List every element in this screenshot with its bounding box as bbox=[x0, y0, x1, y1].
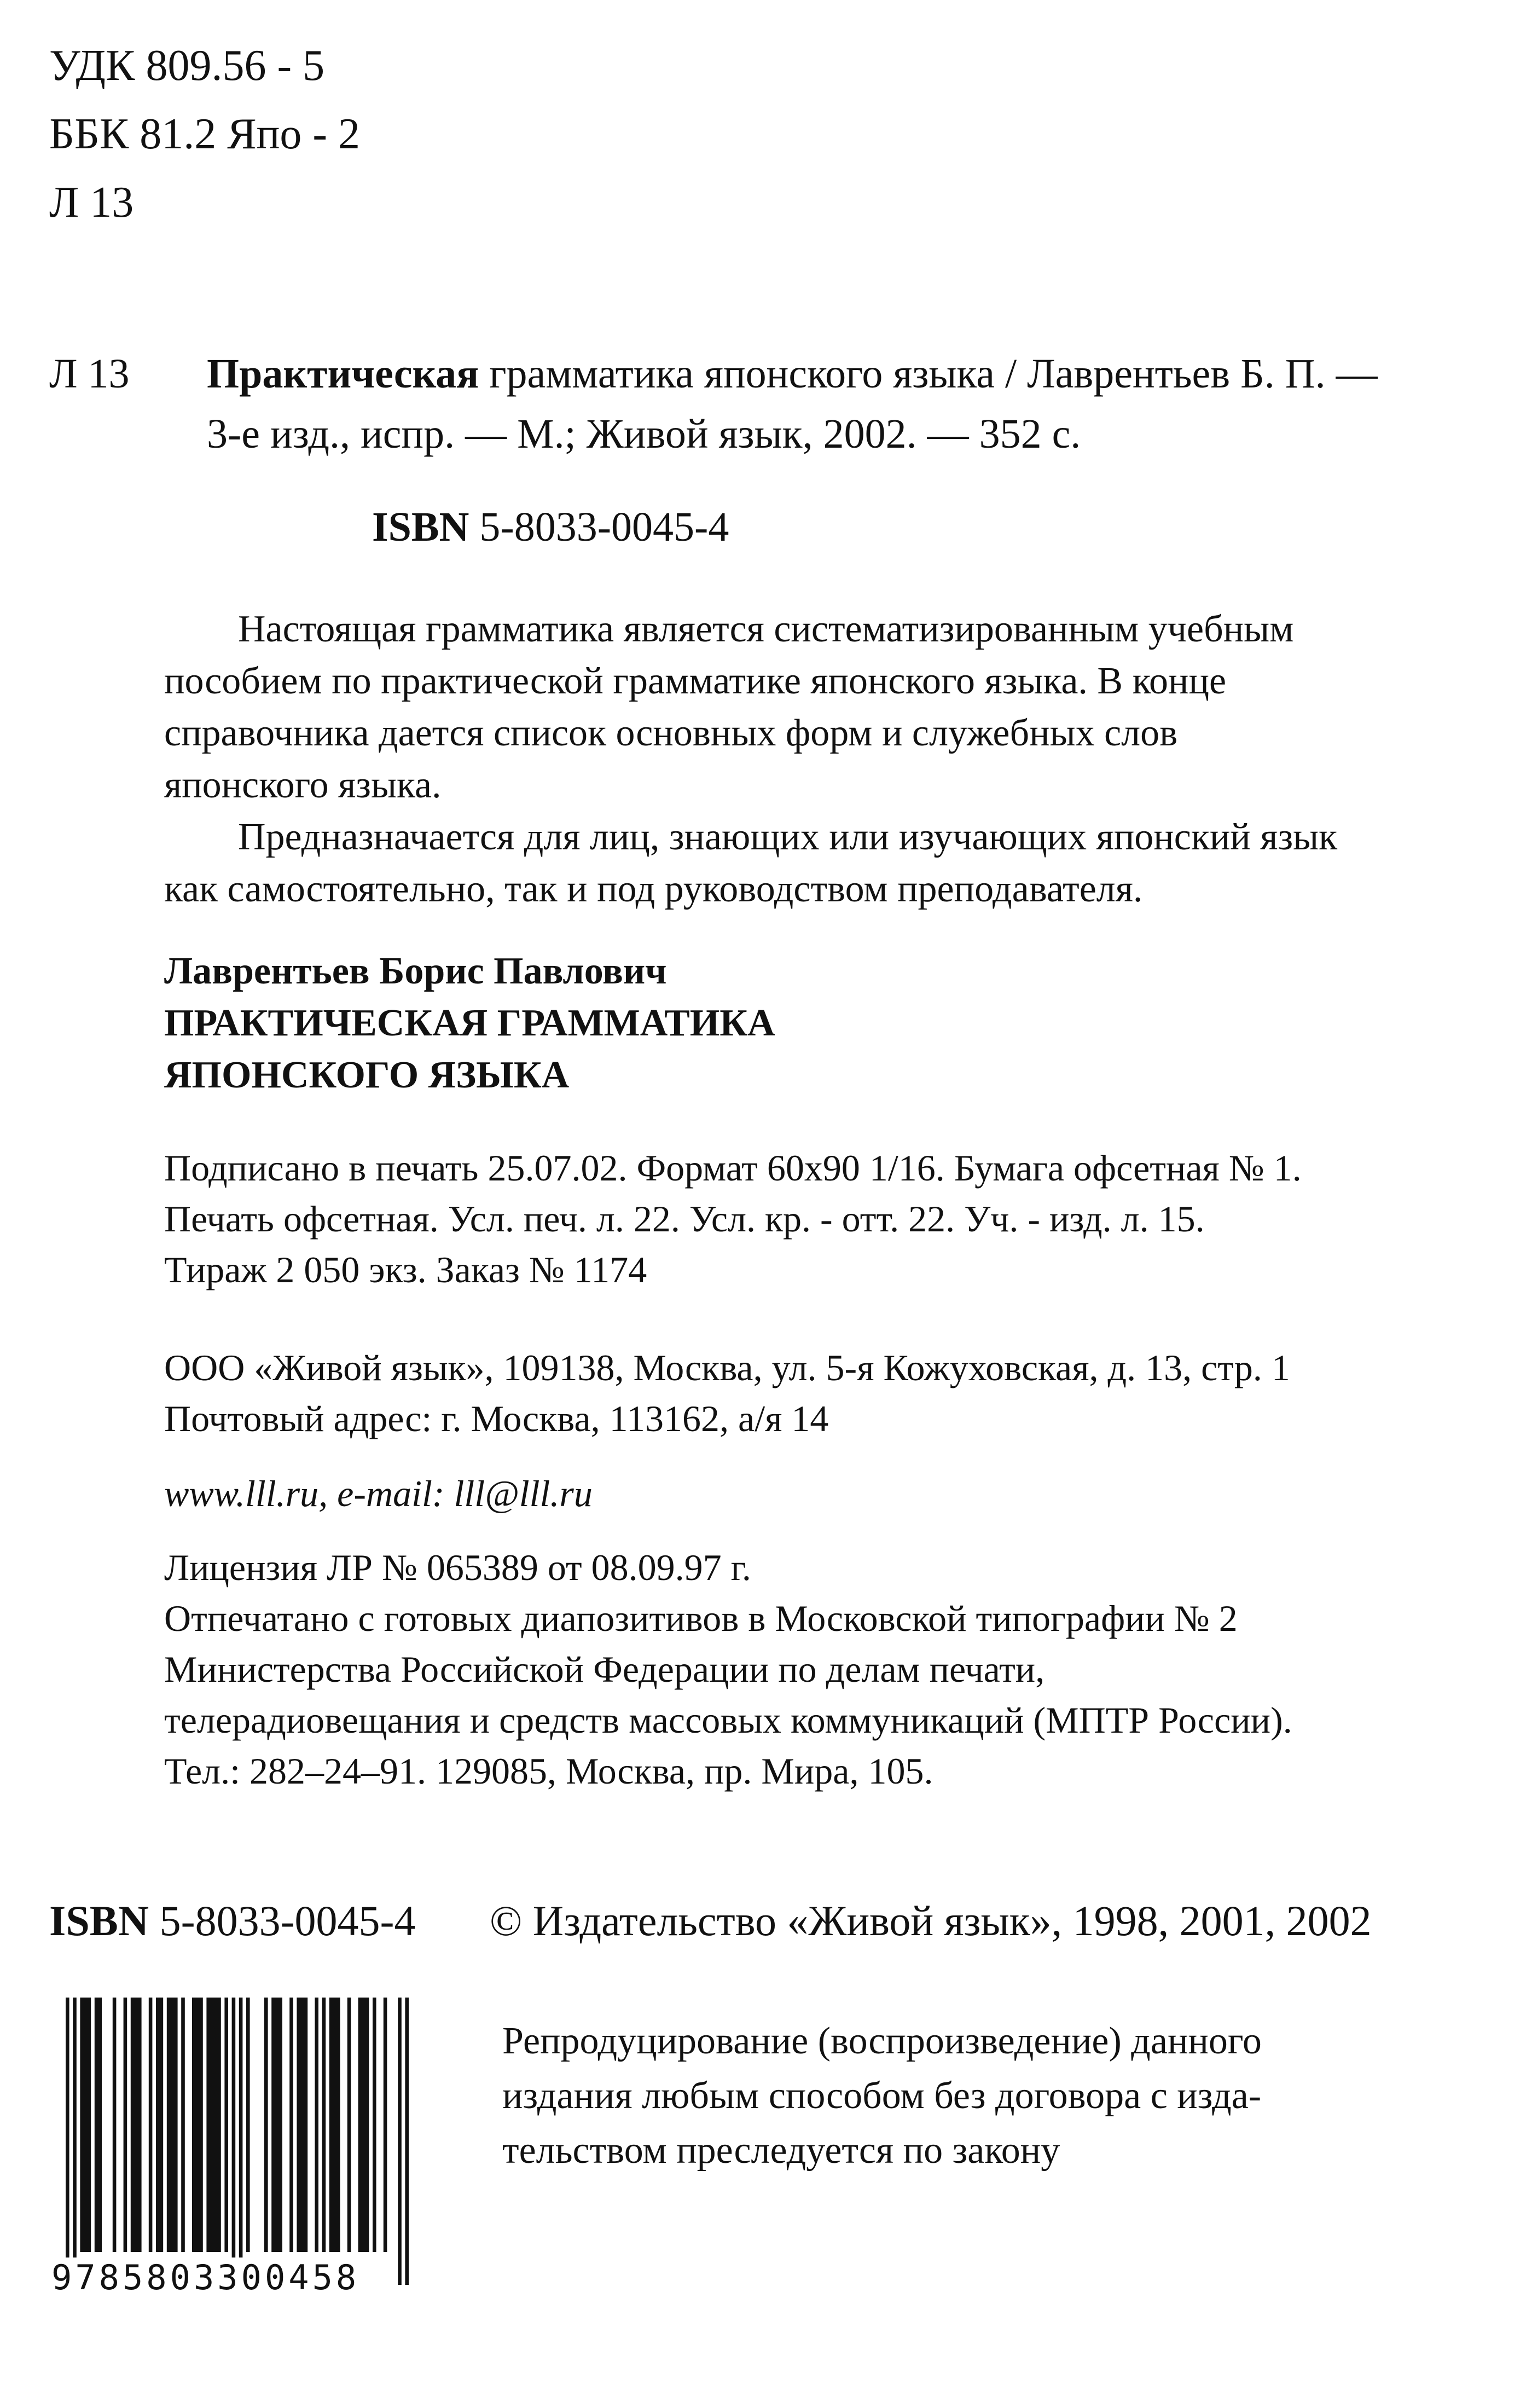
copyright-notice: © Издательство «Живой язык», 1998, 2001, 2002 bbox=[490, 1897, 1372, 1944]
catalog-isbn bbox=[372, 503, 729, 551]
annotation-p1-line-3: справочника дается список основных форм и служебных слов bbox=[164, 712, 1178, 754]
barcode-bar bbox=[322, 1998, 326, 2252]
barcode-bar bbox=[271, 1998, 282, 2252]
barcode-bar bbox=[246, 1998, 250, 2252]
barcode-graphic bbox=[49, 1998, 432, 2285]
barcode-bar bbox=[347, 1998, 351, 2252]
catalog-entry-line-1-rest: грамматика японского языка / Лаврентьев Б. П. — bbox=[479, 351, 1378, 397]
annotation-p1-line-1: Настоящая грамматика является систематизированным учебным bbox=[238, 608, 1294, 650]
barcode-bar bbox=[80, 1998, 91, 2252]
barcode-bar bbox=[329, 1998, 340, 2252]
isbn-label: ISBN bbox=[372, 504, 469, 550]
postal-address: Почтовый адрес: г. Москва, 113162, а/я 14 bbox=[164, 1398, 829, 1439]
printing-house-line-1: Отпечатано с готовых диапозитивов в Московской типографии № 2 bbox=[164, 1597, 1238, 1639]
bbk-code: ББК 81.2 Япо - 2 bbox=[49, 110, 361, 158]
annotation-p1-line-4: японского языка. bbox=[164, 764, 442, 806]
footer-isbn-number: 5-8033-0045-4 bbox=[149, 1897, 416, 1944]
reproduction-notice-line-3: тельством преследуется по закону bbox=[502, 2129, 1060, 2172]
annotation-p2-line-1: Предназначается для лиц, знающих или изучающих японский язык bbox=[238, 816, 1338, 858]
reproduction-notice-line-1: Репродуцирование (воспроизведение) данного bbox=[502, 2020, 1262, 2062]
barcode-bar bbox=[95, 1998, 102, 2252]
barcode-bar bbox=[264, 1998, 268, 2252]
web-contacts: www.lll.ru, e-mail: lll@lll.ru bbox=[164, 1473, 593, 1514]
printing-house-line-3: телерадиовещания и средств массовых коммуникаций (МПТР России). bbox=[164, 1699, 1292, 1741]
footer-isbn bbox=[49, 1896, 416, 1946]
license-line: Лицензия ЛР № 065389 от 08.09.97 г. bbox=[164, 1547, 751, 1588]
udk-code: УДК 809.56 - 5 bbox=[49, 42, 325, 90]
barcode-bar bbox=[181, 1998, 185, 2252]
printing-house-line-2: Министерства Российской Федерации по делам печати, bbox=[164, 1648, 1045, 1690]
print-details-line-2: Печать офсетная. Усл. печ. л. 22. Усл. кр. - отт. 22. Уч. - изд. л. 15. bbox=[164, 1198, 1205, 1240]
barcode-bar bbox=[149, 1998, 153, 2252]
catalog-entry-title: Практическая bbox=[207, 351, 479, 397]
barcode-bar bbox=[373, 1998, 376, 2252]
book-title-line-2: ЯПОНСКОГО ЯЗЫКА bbox=[164, 1054, 570, 1096]
barcode-bar bbox=[289, 1998, 293, 2252]
barcode-bar bbox=[124, 1998, 127, 2252]
barcode-bar bbox=[398, 1998, 402, 2285]
reproduction-notice-line-2: издания любым способом без договора с изда- bbox=[502, 2075, 1262, 2117]
print-details-line-1: Подписано в печать 25.07.02. Формат 60x90 1/16. Бумага офсетная № 1. bbox=[164, 1147, 1302, 1189]
author-mark: Л 13 bbox=[49, 178, 134, 227]
barcode-bar bbox=[73, 1998, 77, 2285]
publisher-address: ООО «Живой язык», 109138, Москва, ул. 5-я Кожуховская, д. 13, стр. 1 bbox=[164, 1347, 1290, 1388]
barcode-bar bbox=[131, 1998, 142, 2252]
book-title-line-1: ПРАКТИЧЕСКАЯ ГРАММАТИКА bbox=[164, 1002, 775, 1044]
print-details-line-3: Тираж 2 050 экз. Заказ № 1174 bbox=[164, 1249, 647, 1290]
footer-isbn-label: ISBN bbox=[49, 1897, 149, 1944]
barcode-bar bbox=[192, 1998, 203, 2252]
catalog-entry-code: Л 13 bbox=[49, 351, 130, 397]
barcode-bar bbox=[358, 1998, 369, 2252]
annotation-p2-line-2: как самостоятельно, так и под руководством преподавателя. bbox=[164, 868, 1143, 910]
printing-house-phone: Тел.: 282–24–91. 129085, Москва, пр. Мира, 105. bbox=[164, 1750, 933, 1792]
barcode-bar bbox=[384, 1998, 387, 2252]
barcode-bar bbox=[113, 1998, 117, 2252]
barcode-bar bbox=[66, 1998, 69, 2285]
barcode-bar bbox=[167, 1998, 178, 2252]
author-name: Лаврентьев Борис Павлович bbox=[164, 950, 667, 992]
catalog-entry-line-1 bbox=[207, 350, 1378, 398]
barcode-bar bbox=[297, 1998, 307, 2252]
barcode-bar bbox=[224, 1998, 228, 2252]
isbn-barcode bbox=[49, 1998, 432, 2285]
catalog-entry-line-2: 3-е изд., испр. — М.; Живой язык, 2002. — 352 с. bbox=[207, 411, 1081, 457]
barcode-digits: 9785803300458 bbox=[49, 2258, 362, 2297]
barcode-bar bbox=[156, 1998, 163, 2252]
barcode-bar bbox=[315, 1998, 318, 2252]
barcode-bar bbox=[405, 1998, 409, 2285]
barcode-bar bbox=[206, 1998, 220, 2252]
barcode-bar bbox=[239, 1998, 243, 2285]
annotation-p1-line-2: пособием по практической грамматике японского языка. В конце bbox=[164, 660, 1227, 702]
isbn-number: 5-8033-0045-4 bbox=[469, 504, 729, 550]
barcode-bar bbox=[232, 1998, 236, 2285]
